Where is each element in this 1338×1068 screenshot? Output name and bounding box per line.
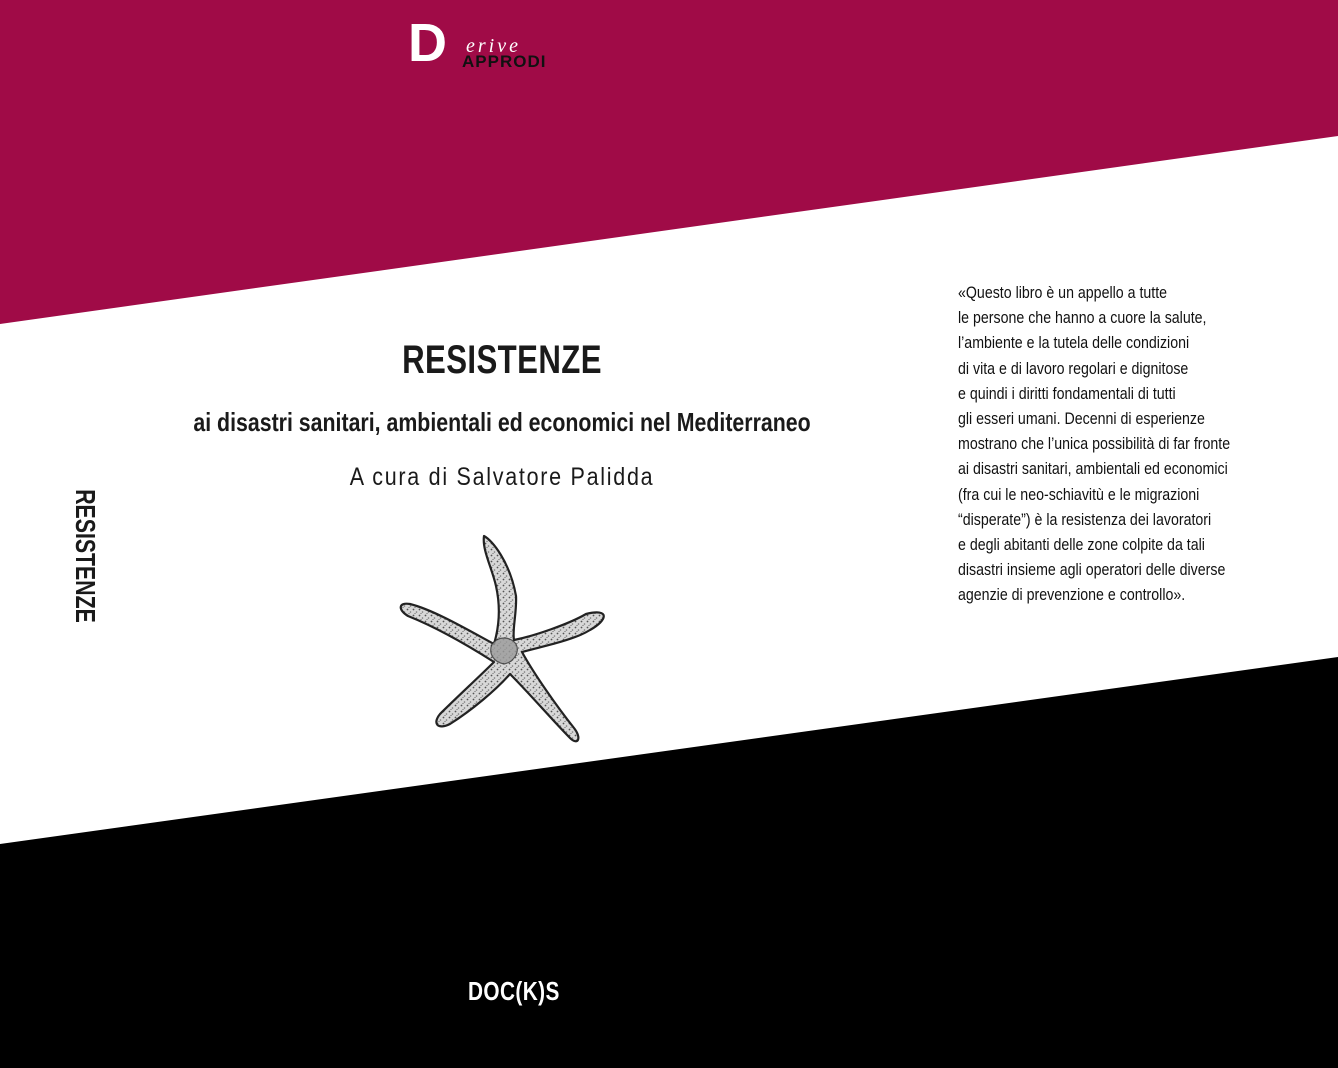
black-band	[0, 657, 1338, 1068]
blurb-line: di vita e di lavoro regolari e dignitose	[958, 359, 1189, 378]
book-title: RESISTENZE	[402, 338, 602, 382]
blurb-line: e quindi i diritti fondamentali di tutti	[958, 384, 1176, 403]
publisher-logo	[408, 13, 618, 73]
blurb-line: disastri insieme agli operatori delle diverse	[958, 561, 1226, 580]
blurb-line: (fra cui le neo-schiavitù e le migrazioni	[958, 485, 1200, 504]
publisher-logo-approdi: APPRODI	[462, 52, 547, 71]
blurb-line: gli esseri umani. Decenni di esperienze	[958, 410, 1205, 429]
publisher-logo-initial: D	[408, 13, 447, 73]
blurb-line: “disperate”) è la resistenza dei lavoratori	[958, 510, 1212, 529]
blurb-line: «Questo libro è un appello a tutte	[958, 284, 1168, 302]
spine-title: RESISTENZE	[70, 489, 101, 623]
book-editor: A cura di Salvatore Palidda	[349, 463, 655, 491]
publisher-logo-derive: erive	[466, 35, 521, 57]
blurb-line: e degli abitanti delle zone colpite da tali	[958, 536, 1205, 555]
crimson-band	[0, 0, 1338, 324]
blurb-line: agenzie di prevenzione e controllo».	[958, 586, 1186, 605]
series-logo: DOC(K)S	[468, 976, 560, 1006]
blurb-line: mostrano che l’unica possibilità di far fronte	[958, 435, 1231, 454]
starfish-illustration-icon	[364, 512, 646, 764]
book-subtitle: ai disastri sanitari, ambientali ed economici nel Mediterraneo	[193, 407, 811, 437]
blurb-line: ai disastri sanitari, ambientali ed economici	[958, 460, 1228, 479]
back-cover-blurb	[958, 281, 1268, 609]
blurb-line: l’ambiente e la tutela delle condizioni	[958, 334, 1190, 353]
blurb-line: le persone che hanno a cuore la salute,	[958, 309, 1207, 328]
